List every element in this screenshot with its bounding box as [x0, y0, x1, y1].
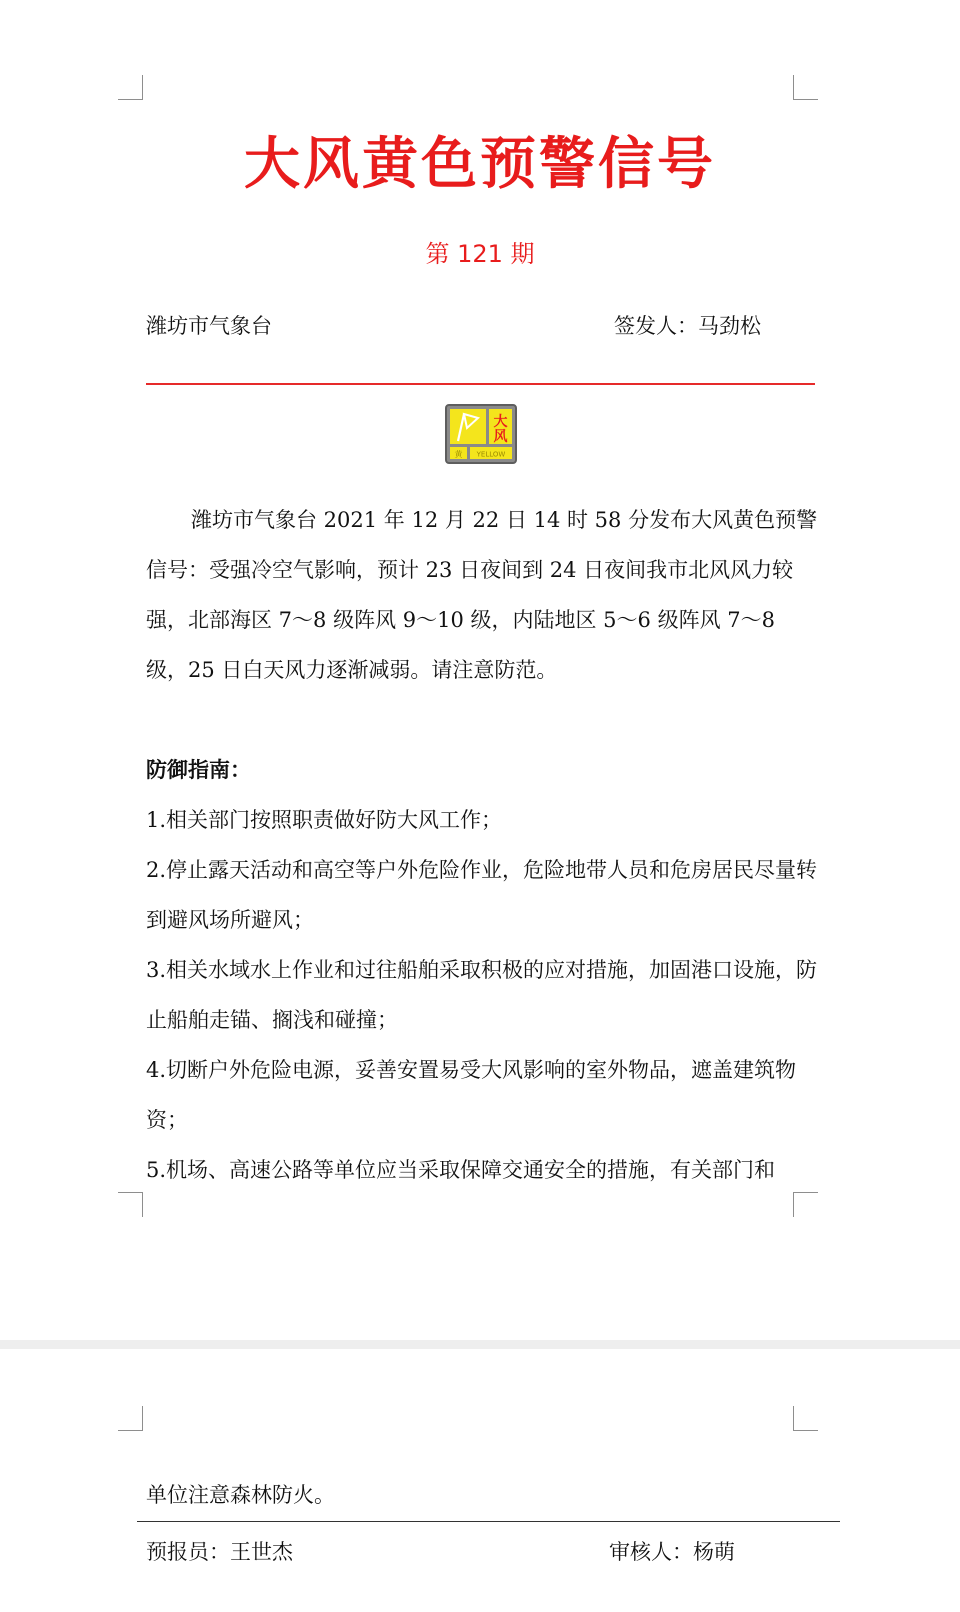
guide-item: 3.相关水域水上作业和过往船舶采取积极的应对措施，加固港口设施，防止船舶走锚、搁浅和碰撞； [146, 958, 818, 1032]
issuing-organization: 潍坊市气象台 [146, 314, 272, 338]
guide-item: 5.机场、高速公路等单位应当采取保障交通安全的措施，有关部门和 [146, 1158, 776, 1182]
defense-guide-list [146, 795, 826, 1195]
issue-number: 第 121 期 [425, 240, 535, 268]
signer: 签发人：马劲松 [614, 314, 761, 338]
crop-mark-top-right [793, 75, 818, 100]
header-divider [146, 383, 815, 385]
footer-divider [137, 1521, 840, 1522]
document-title: 大风黄色预警信号 [244, 132, 716, 197]
guide-item: 1.相关部门按照职责做好防大风工作； [146, 808, 503, 832]
crop-mark-top-left [118, 1406, 143, 1431]
continuation-text: 单位注意森林防火。 [146, 1483, 335, 1507]
defense-guide-heading: 防御指南： [146, 757, 251, 782]
document-page-2 [0, 1349, 960, 1612]
guide-item: 4.切断户外危险电源，妥善安置易受大风影响的室外物品，遮盖建筑物资； [146, 1058, 797, 1132]
crop-mark-bottom-right [793, 1192, 818, 1217]
icon-label-left: 黄 [454, 450, 463, 459]
gale-yellow-warning-icon [445, 404, 517, 464]
forecaster: 预报员：王世杰 [146, 1540, 293, 1564]
crop-mark-top-left [118, 75, 143, 100]
crop-mark-top-right [793, 1406, 818, 1431]
page-separator [0, 1340, 960, 1349]
icon-char-2: 风 [493, 429, 508, 445]
warning-body-text: 潍坊市气象台 2021 年 12 月 22 日 14 时 58 分发布大风黄色预警信号：受强冷空气影响，预计 23 日夜间到 24 日夜间我市北风风力较强，北部海区 7～8 级阵风 9～10 级，内陆地区 5～6 级阵风 7～8 级，25 日白天风力逐渐减弱。请注意防范。 [146, 508, 818, 682]
guide-item: 2.停止露天活动和高空等户外危险作业，危险地带人员和危房居民尽量转到避风场所避风； [146, 858, 818, 932]
icon-char-1: 大 [493, 414, 508, 430]
reviewer: 审核人：杨萌 [609, 1540, 735, 1564]
icon-label-right: YELLOW [476, 450, 506, 459]
crop-mark-bottom-left [118, 1192, 143, 1217]
